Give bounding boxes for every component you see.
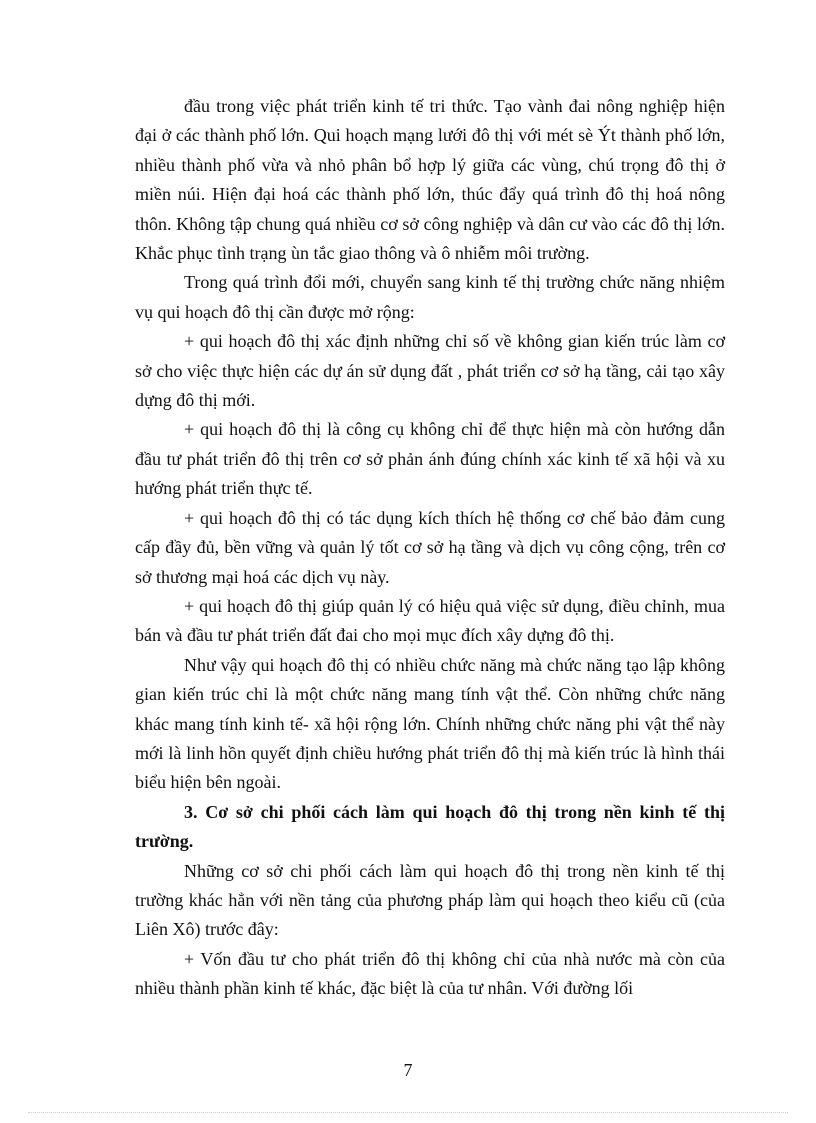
list-item-paragraph: + qui hoạch đô thị là công cụ không chỉ để thực hiện mà còn hướng dẫn đầu tư phát triển đô thị trên cơ sở phản ánh đúng chính xác kinh tế xã hội và xu hướng phát triển thực tế. [135,419,725,499]
list-item-paragraph: + qui hoạch đô thị có tác dụng kích thích hệ thống cơ chế bảo đảm cung cấp đầy đủ, bền vững và quản lý tốt cơ sở hạ tầng và dịch vụ công cộng, trên cơ sở thương mại hoá các dịch vụ này. [135,507,725,587]
list-item-paragraph: + qui hoạch đô thị giúp quản lý có hiệu quả việc sử dụng, điều chỉnh, mua bán và đầu tư phát triển đất đai cho mọi mục đích xây dựng đô thị. [135,595,725,646]
paragraph: Trong quá trình đổi mới, chuyển sang kinh tế thị trường chức năng nhiệm vụ qui hoạch đô thị cần được mở rộng: [135,272,725,322]
page-number: 7 [403,1060,413,1080]
paragraph: Như vậy qui hoạch đô thị có nhiều chức năng mà chức năng tạo lập không gian kiến trúc chỉ là một chức năng mang tính vật thể. Còn những chức năng khác mang tính kinh tế- xã hội rộng lớn. Chính những chức năng phi vật thể này mới là linh hồn quyết định chiều hướng phát triển đô thị mà kiến trúc là hình thái biểu hiện bên ngoài. [135,654,725,793]
paragraph: Những cơ sở chi phối cách làm qui hoạch đô thị trong nền kinh tế thị trường khác hẳn với nền tảng của phương pháp làm qui hoạch theo kiểu cũ (của Liên Xô) trước đây: [135,860,725,940]
paragraph-continuation: đầu trong việc phát triển kinh tế tri thức. Tạo vành đai nông nghiệp hiện đại ở các thành phố lớn. Qui hoạch mạng lưới đô thị với mét sè Ýt thành phố lớn, nhiều thành phố vừa và nhỏ phân bổ hợp lý giữa các vùng, chú trọng đô thị ở miền núi. Hiện đại hoá các thành phố lớn, thúc đẩy quá trình đô thị hoá nông thôn. Không tập chung quá nhiều cơ sở công nghiệp và dân cư vào các đô thị lớn. Khắc phục tình trạng ùn tắc giao thông và ô nhiễm môi trường. [135,96,725,264]
section-heading: 3. Cơ sở chi phối cách làm qui hoạch đô thị trong nền kinh tế thị trường. [135,801,725,852]
list-item-paragraph: + Vốn đầu tư cho phát triển đô thị không chỉ của nhà nước mà còn của nhiều thành phần kinh tế khác, đặc biệt là của tư nhân. Với đường lối [135,948,725,999]
page-body [135,92,725,1004]
list-item-paragraph: + qui hoạch đô thị xác định những chỉ số về không gian kiến trúc làm cơ sở cho việc thực hiện các dự án sử dụng đất , phát triển cơ sở hạ tầng, cải tạo xây dựng đô thị mới. [135,331,725,411]
footer-divider [28,1112,788,1113]
